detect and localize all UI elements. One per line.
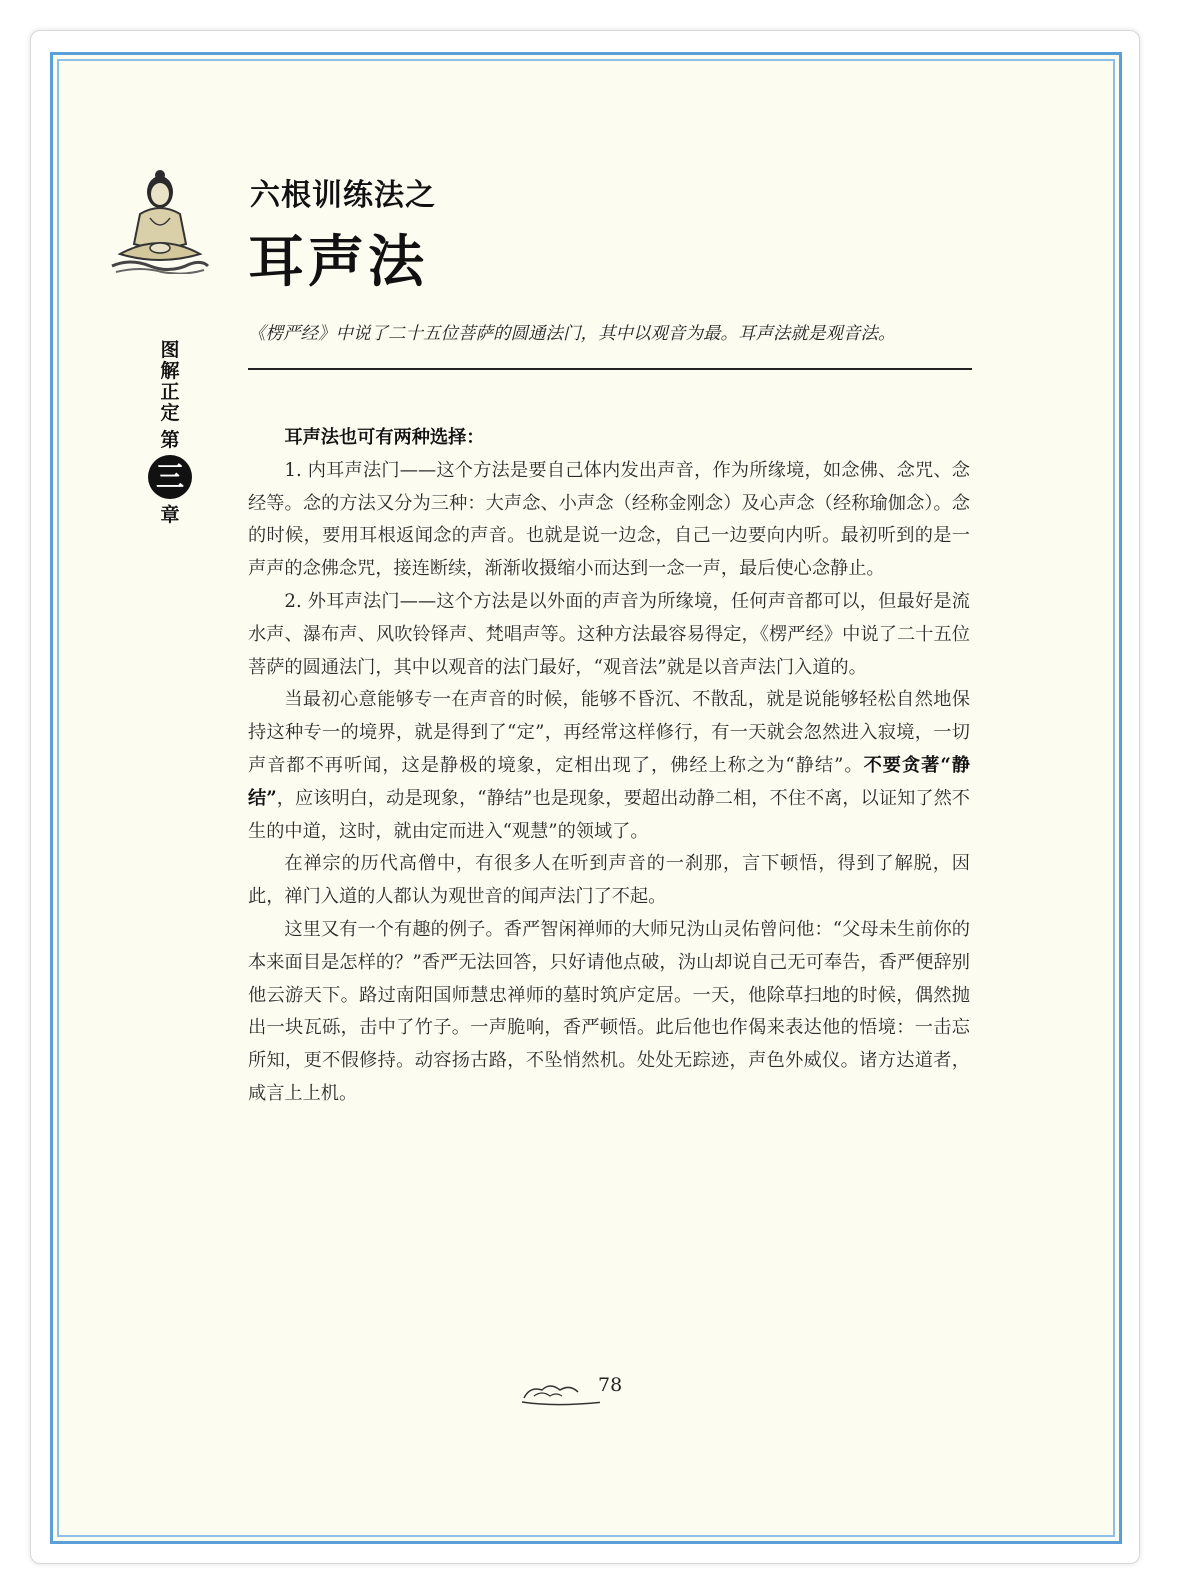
divider-rule — [248, 368, 972, 370]
side-char: 解 — [160, 360, 180, 382]
body-text — [248, 422, 970, 1111]
lead-heading: 耳声法也可有两种选择： — [284, 427, 485, 448]
page-number: 78 — [598, 1374, 623, 1396]
seated-buddha-illustration — [110, 162, 210, 274]
chapter-subtitle: 六根训练法之 — [250, 178, 436, 213]
paragraph-concentration — [248, 684, 970, 848]
paragraph-outer-ear: 2. 外耳声法门——这个方法是以外面的声音为所缘境，任何声音都可以，但最好是流水声、瀑布声、风吹铃铎声、梵唱声等。这种方法最容易得定，《楞严经》中说了二十五位菩萨的圆通法门，其中以观音的法门最好，“观音法”就是以音声法门入道的。 — [248, 590, 970, 678]
side-char: 定 — [160, 402, 180, 424]
paragraph-inner-ear: 1. 内耳声法门——这个方法是要自己体内发出声音，作为所缘境，如念佛、念咒、念经等。念的方法又分为三种：大声念、小声念（经称金刚念）及心声念（经称瑜伽念）。念的时候，要用耳根返闻念的声音。也就是说一边念，自己一边要向内听。最初听到的是一声声的念佛念咒，接连断续，渐渐收摄缩小而达到一念一声，最后使心念静止。 — [248, 459, 970, 580]
paragraph-example: 这里又有一个有趣的例子。香严智闲禅师的大师兄沩山灵佑曾问他：“父母未生前你的本来面目是怎样的？”香严无法回答，只好请他点破，沩山却说自己无可奉告，香严便辞别他云游天下。路过南阳国师慧忠禅师的墓时筑庐定居。一天，他除草扫地的时候，偶然抛出一块瓦砾，击中了竹子。一声脆响，香严顿悟。此后他也作偈来表达他的悟境：一击忘所知，更不假修持。动容扬古路，不坠悄然机。处处无踪迹，声色外威仪。诸方达道者，咸言上上机。 — [248, 918, 970, 1104]
intro-quote: 《楞严经》中说了二十五位菩萨的圆通法门，其中以观音为最。耳声法就是观音法。 — [248, 324, 896, 344]
paragraph-text: 当最初心意能够专一在声音的时候，能够不昏沉、不散乱，就是说能够轻松自然地保持这种专一的境界，就是得到了“定”，再经常这样修行，有一天就会忽然进入寂境，一切声音都不再听闻，这是静极的境象，定相出现了，佛经上称之为“静结”。 — [248, 689, 970, 776]
side-char: 图 — [160, 339, 180, 361]
side-char: 第 — [160, 429, 180, 451]
chapter-title: 耳声法 — [248, 229, 428, 295]
paragraph-text: ，应该明白，动是现象，“静结”也是现象，要超出动静二相，不住不离，以证知了然不生的中道，这时，就由定而进入“观慧”的领域了。 — [248, 787, 970, 842]
emphasis-text: 不要贪著“静结” — [248, 754, 970, 809]
chapter-number-badge: 三 — [148, 455, 192, 499]
paragraph-zen-monks: 在禅宗的历代高僧中，有很多人在听到声音的一刹那，言下顿悟，得到了解脱，因此，禅门入道的人都认为观世音的闻声法门了不起。 — [248, 853, 970, 908]
page-footer — [520, 1370, 660, 1410]
side-char: 正 — [160, 381, 180, 403]
cloud-ornament-icon — [520, 1378, 600, 1408]
side-chapter-label — [150, 340, 190, 526]
side-char: 章 — [160, 504, 180, 526]
